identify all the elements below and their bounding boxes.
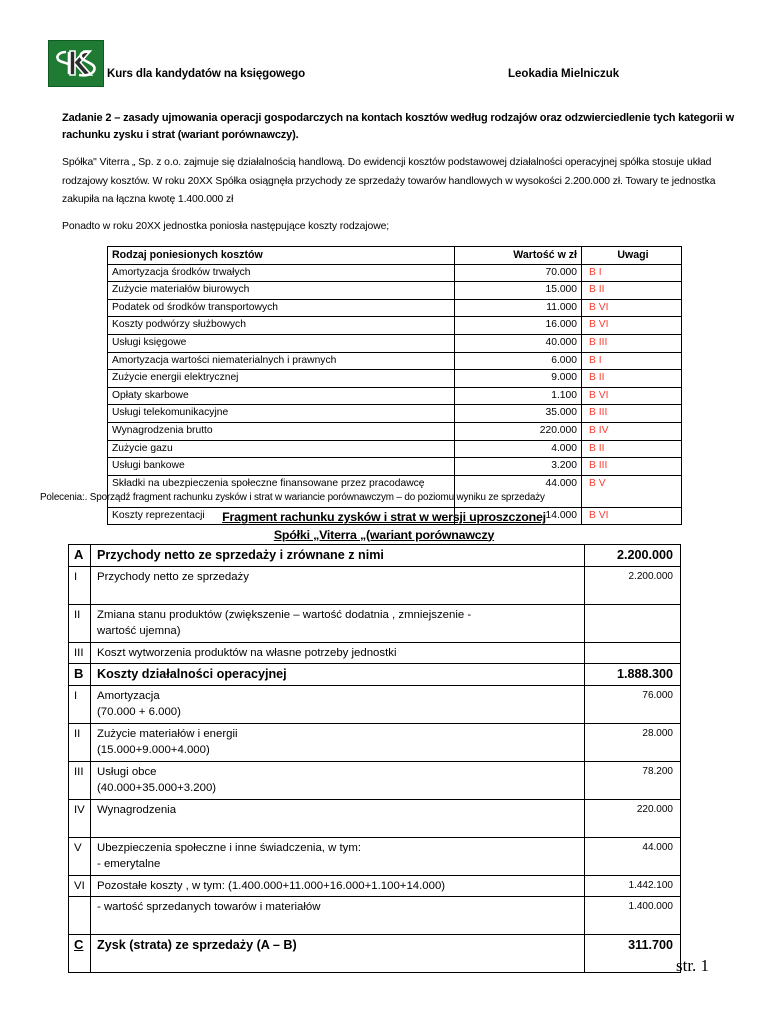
cost-note-cell: B V <box>582 475 682 507</box>
table-row <box>108 317 682 335</box>
cost-value-cell: 35.000 <box>455 405 582 423</box>
pl-description-cell <box>91 604 585 642</box>
pl-amount-cell: 76.000 <box>585 685 681 723</box>
pl-description-cell <box>91 642 585 664</box>
pl-amount-cell: 311.700 <box>585 935 681 973</box>
table-row <box>69 642 681 664</box>
table-row <box>69 897 681 935</box>
pl-description-cell <box>91 566 585 604</box>
cost-note-cell: B VI <box>582 387 682 405</box>
table-row <box>69 685 681 723</box>
table-row <box>69 545 681 567</box>
pl-description-cell <box>91 685 585 723</box>
pl-description-text: Amortyzacja <box>97 689 160 702</box>
pl-description-text: Przychody netto ze sprzedaży <box>97 570 249 583</box>
cost-value-cell: 11.000 <box>455 299 582 317</box>
pl-symbol-cell: A <box>69 545 91 567</box>
table-row <box>69 799 681 837</box>
intro-paragraph-1: Spółka" Viterra „ Sp. z o.o. zajmuje się działalnością handlową. Do ewidencji kosztów podstawowej działalności operacyjnej spółka stosuje układ rodzajowy kosztów. W roku 20XX Spółka osiągnęła przychody ze sprzedaży towarów handlowych w wysokości 2.200.000 zł. Towary te jednostka zakupiła na łączna kwotę 1.400.000 zł <box>62 157 716 205</box>
cost-name-cell: Podatek od środków transportowych <box>108 299 455 317</box>
costs-header-note: Uwagi <box>582 247 682 265</box>
pl-amount-cell: 1.442.100 <box>585 875 681 897</box>
pl-description-cell <box>91 799 585 837</box>
cost-value-cell: 4.000 <box>455 440 582 458</box>
costs-header-name: Rodzaj poniesionych kosztów <box>108 247 455 265</box>
pl-description-cell <box>91 723 585 761</box>
ks-logo-icon <box>48 40 104 87</box>
pl-description-cell <box>91 837 585 875</box>
cost-value-cell: 9.000 <box>455 370 582 388</box>
pl-description-cell <box>91 761 585 799</box>
cost-note-cell: B II <box>582 440 682 458</box>
cost-note-cell: B III <box>582 405 682 423</box>
costs-header-value: Wartość w zł <box>455 247 582 265</box>
pl-description-text: Zysk (strata) ze sprzedaży (A – B) <box>97 938 297 952</box>
pl-amount-cell: 78.200 <box>585 761 681 799</box>
pl-symbol-cell <box>69 897 91 935</box>
table-row <box>108 458 682 476</box>
cost-note-cell: B II <box>582 282 682 300</box>
pl-description-subtext: (70.000 + 6.000) <box>97 706 181 718</box>
costs-table <box>107 246 682 525</box>
instructions-line: Polecenia:. Sporządź fragment rachunku zysków i strat w wariancie porównawczym – do poziomu wyniku ze sprzedaży <box>40 492 545 503</box>
pl-description-text: Koszt wytworzenia produktów na własne potrzeby jednostki <box>97 646 397 659</box>
cost-name-cell: Zużycie gazu <box>108 440 455 458</box>
cost-note-cell: B II <box>582 370 682 388</box>
profit-loss-table <box>68 544 681 973</box>
pl-amount-cell: 2.200.000 <box>585 566 681 604</box>
table-row <box>108 334 682 352</box>
pl-symbol-cell: V <box>69 837 91 875</box>
table-row <box>108 387 682 405</box>
pl-symbol-cell: III <box>69 761 91 799</box>
pl-amount-cell: 220.000 <box>585 799 681 837</box>
cost-note-cell: B IV <box>582 422 682 440</box>
cost-value-cell: 1.100 <box>455 387 582 405</box>
pl-title-line-1: Fragment rachunku zysków i strat w wersji uproszczonej <box>222 510 546 524</box>
table-row <box>108 440 682 458</box>
pl-description-text: Usługi obce <box>97 765 157 778</box>
pl-symbol-cell: B <box>69 664 91 686</box>
pl-table-title <box>0 509 768 544</box>
cost-note-cell: B I <box>582 264 682 282</box>
cost-name-cell: Zużycie energii elektrycznej <box>108 370 455 388</box>
pl-symbol-cell: III <box>69 642 91 664</box>
pl-description-cell <box>91 935 585 973</box>
pl-description-text: Pozostałe koszty , w tym: (1.400.000+11.000+16.000+1.100+14.000) <box>97 879 446 892</box>
pl-row-spacer <box>97 916 578 933</box>
pl-description-text: Przychody netto ze sprzedaży i zrównane z nimi <box>97 548 384 562</box>
table-row <box>108 405 682 423</box>
pl-description-subtext: (40.000+35.000+3.200) <box>97 782 217 794</box>
pl-symbol-cell: II <box>69 723 91 761</box>
pl-symbol-cell <box>69 935 91 973</box>
table-row <box>69 566 681 604</box>
pl-description-text: Zmiana stanu produktów (zwiększenie – wartość dodatnia , zmniejszenie - <box>97 608 472 621</box>
pl-title-line-2: Spółki „Viterra „(wariant porównawczy <box>273 527 495 542</box>
pl-symbol-text: C <box>74 937 84 952</box>
cost-value-cell: 16.000 <box>455 317 582 335</box>
cost-note-cell: B VI <box>582 507 682 525</box>
pl-amount-cell: 1.888.300 <box>585 664 681 686</box>
pl-description-text: Ubezpieczenia społeczne i inne świadczenia, w tym: <box>97 841 362 854</box>
cost-name-cell: Amortyzacja wartości niematerialnych i prawnych <box>108 352 455 370</box>
cost-value-cell: 220.000 <box>455 422 582 440</box>
page-number: str. 1 <box>676 956 710 975</box>
table-row <box>108 299 682 317</box>
costs-table-header-row <box>108 247 682 265</box>
pl-amount-cell: 1.400.000 <box>585 897 681 935</box>
pl-amount-cell: 2.200.000 <box>585 545 681 567</box>
pl-description-subtext: (15.000+9.000+4.000) <box>97 744 210 756</box>
author-name: Leokadia Mielniczuk <box>508 68 620 80</box>
pl-symbol-cell: VI <box>69 875 91 897</box>
table-row <box>108 264 682 282</box>
table-row <box>69 664 681 686</box>
document-header <box>0 38 768 94</box>
cost-note-cell: B VI <box>582 299 682 317</box>
pl-description-cell <box>91 545 585 567</box>
pl-description-cell <box>91 664 585 686</box>
pl-description-cell <box>91 875 585 897</box>
pl-row-spacer <box>97 818 578 835</box>
task-heading: Zadanie 2 – zasady ujmowania operacji gospodarczych na kontach kosztów według rodzajów oraz odzwierciedlenie tych kategorii w rachunku zysku i strat (wariant porównawczy). <box>62 112 734 141</box>
table-row <box>69 761 681 799</box>
cost-name-cell: Wynagrodzenia brutto <box>108 422 455 440</box>
cost-name-cell: Składki na ubezpieczenia społeczne finansowane przez pracodawcę <box>108 475 455 507</box>
table-row <box>69 604 681 642</box>
cost-name-cell: Opłaty skarbowe <box>108 387 455 405</box>
pl-description-subtext: - emerytalne <box>97 858 161 870</box>
table-row <box>69 875 681 897</box>
cost-note-cell: B III <box>582 334 682 352</box>
cost-value-cell: 14.000 <box>455 507 582 525</box>
cost-value-cell: 3.200 <box>455 458 582 476</box>
pl-amount-cell: 44.000 <box>585 837 681 875</box>
cost-value-cell: 40.000 <box>455 334 582 352</box>
pl-symbol-cell: I <box>69 566 91 604</box>
table-row <box>108 352 682 370</box>
cost-name-cell: Amortyzacja środków trwałych <box>108 264 455 282</box>
pl-amount-cell: 28.000 <box>585 723 681 761</box>
pl-description-cell <box>91 897 585 935</box>
cost-note-cell: B VI <box>582 317 682 335</box>
table-row <box>108 282 682 300</box>
pl-description-text: Koszty działalności operacyjnej <box>97 667 287 681</box>
cost-note-cell: B III <box>582 458 682 476</box>
cost-value-cell: 44.000 <box>455 475 582 507</box>
ks-logo-glyph <box>49 41 103 86</box>
table-row <box>69 723 681 761</box>
pl-symbol-cell: IV <box>69 799 91 837</box>
table-row <box>69 837 681 875</box>
course-title: Kurs dla kandydatów na księgowego <box>107 68 305 80</box>
pl-row-spacer <box>97 585 578 602</box>
table-row <box>108 422 682 440</box>
table-row <box>108 370 682 388</box>
cost-name-cell: Koszty podwórzy służbowych <box>108 317 455 335</box>
intro-paragraph-2: Ponadto w roku 20XX jednostka poniosła następujące koszty rodzajowe; <box>62 221 390 232</box>
cost-value-cell: 70.000 <box>455 264 582 282</box>
cost-name-cell: Usługi bankowe <box>108 458 455 476</box>
pl-description-text: - wartość sprzedanych towarów i materiałów <box>97 901 321 913</box>
pl-description-text: Wynagrodzenia <box>97 803 177 816</box>
pl-symbol-cell: II <box>69 604 91 642</box>
cost-name-cell: Usługi telekomunikacyjne <box>108 405 455 423</box>
cost-note-cell: B I <box>582 352 682 370</box>
pl-description-text: Zużycie materiałów i energii <box>97 727 238 740</box>
pl-row-spacer <box>97 954 578 971</box>
cost-name-cell: Koszty reprezentacji <box>108 507 455 525</box>
pl-description-subtext: wartość ujemna) <box>97 625 181 637</box>
pl-amount-cell <box>585 642 681 664</box>
cost-name-cell: Usługi księgowe <box>108 334 455 352</box>
cost-name-cell: Zużycie materiałów biurowych <box>108 282 455 300</box>
cost-value-cell: 6.000 <box>455 352 582 370</box>
pl-symbol-cell: I <box>69 685 91 723</box>
pl-amount-cell <box>585 604 681 642</box>
cost-value-cell: 15.000 <box>455 282 582 300</box>
table-row <box>69 935 681 973</box>
